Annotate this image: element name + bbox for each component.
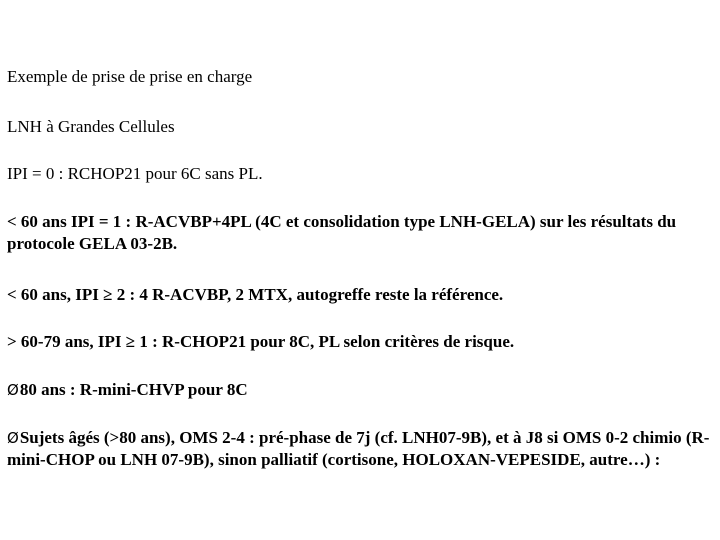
over-60-79-line: > 60-79 ans, IPI ≥ 1 : R-CHOP21 pour 8C, PL selon critères de risque. [7, 332, 515, 351]
document-title: Exemple de prise de prise en charge [7, 67, 253, 86]
document-subtitle: LNH à Grandes Cellules [7, 117, 175, 136]
under-60-ipi-2-line: < 60 ans, IPI ≥ 2 : 4 R-ACVBP, 2 MTX, autogreffe reste la référence. [7, 285, 504, 304]
bullet-sujets-ages [7, 427, 713, 471]
under-60-ipi-1-line: < 60 ans IPI = 1 : R-ACVBP+4PL (4C et consolidation type LNH-GELA) sur les résultats du protocole GELA 03-2B. [7, 212, 677, 253]
bullet-80-ans-text: 80 ans : R-mini-CHVP pour 8C [19, 380, 248, 399]
arrow-bullet-icon: Ø [7, 381, 19, 399]
bullet-80-ans [7, 379, 713, 401]
ipi-0-line: IPI = 0 : RCHOP21 pour 6C sans PL. [7, 164, 263, 183]
bullet-sujets-ages-text: Sujets âgés (>80 ans), OMS 2-4 : pré-phase de 7j (cf. LNH07-9B), et à J8 si OMS 0-2 chimio (R-mini-CHOP ou LNH 07-9B), sinon palliatif (cortisone, HOLOXAN-VEPESIDE, autre…) : [7, 428, 710, 469]
arrow-bullet-icon: Ø [7, 429, 19, 447]
